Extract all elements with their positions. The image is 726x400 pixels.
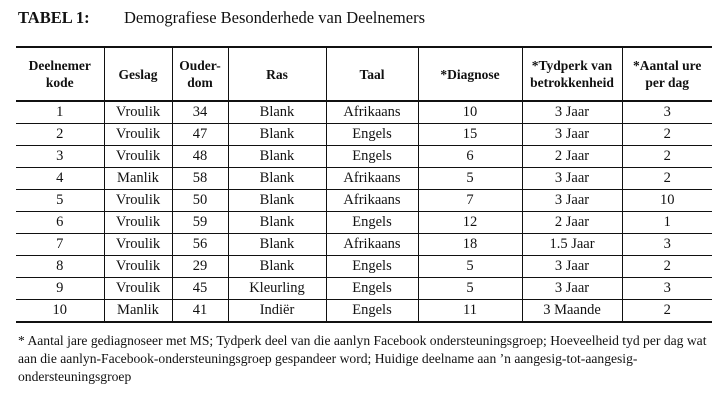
cell-language: Afrikaans	[326, 190, 418, 212]
cell-language: Engels	[326, 300, 418, 323]
cell-involvement-period: 3 Jaar	[522, 278, 622, 300]
cell-participant-code: 5	[16, 190, 104, 212]
cell-age: 41	[172, 300, 228, 323]
cell-language: Afrikaans	[326, 101, 418, 124]
cell-participant-code: 4	[16, 168, 104, 190]
cell-gender: Manlik	[104, 300, 172, 323]
table-row	[16, 146, 712, 168]
cell-gender: Vroulik	[104, 256, 172, 278]
cell-participant-code: 7	[16, 234, 104, 256]
header-involvement-period: *Tydperk van betrokkenheid	[522, 47, 622, 101]
table-row	[16, 101, 712, 124]
cell-gender: Vroulik	[104, 146, 172, 168]
cell-diagnosis: 15	[418, 124, 522, 146]
cell-hours-per-day: 1	[622, 212, 712, 234]
table-footnote: * Aantal jare gediagnoseer met MS; Tydperk deel van die aanlyn Facebook ondersteuningsgroep; Hoeveelheid tyd per dag wat aan die aanlyn-Facebook-ondersteuningsgroep gespandeer word; Huidige deelname aan ’n aangesig-tot-aangesig-ondersteuningsgroep	[18, 333, 707, 384]
cell-race: Indiër	[228, 300, 326, 323]
cell-involvement-period: 1.5 Jaar	[522, 234, 622, 256]
participants-table	[16, 46, 712, 323]
cell-participant-code: 1	[16, 101, 104, 124]
cell-involvement-period: 3 Jaar	[522, 256, 622, 278]
cell-diagnosis: 6	[418, 146, 522, 168]
cell-gender: Vroulik	[104, 278, 172, 300]
cell-hours-per-day: 2	[622, 146, 712, 168]
cell-race: Blank	[228, 190, 326, 212]
table-row	[16, 190, 712, 212]
cell-gender: Vroulik	[104, 234, 172, 256]
cell-participant-code: 3	[16, 146, 104, 168]
cell-race: Blank	[228, 256, 326, 278]
cell-involvement-period: 2 Jaar	[522, 146, 622, 168]
table-row	[16, 234, 712, 256]
table-row	[16, 278, 712, 300]
table-row	[16, 256, 712, 278]
cell-age: 58	[172, 168, 228, 190]
cell-age: 45	[172, 278, 228, 300]
cell-language: Engels	[326, 278, 418, 300]
header-gender: Geslag	[104, 47, 172, 101]
cell-gender: Vroulik	[104, 124, 172, 146]
cell-age: 34	[172, 101, 228, 124]
cell-hours-per-day: 3	[622, 101, 712, 124]
cell-involvement-period: 3 Jaar	[522, 190, 622, 212]
cell-race: Blank	[228, 212, 326, 234]
cell-hours-per-day: 2	[622, 300, 712, 323]
cell-diagnosis: 5	[418, 256, 522, 278]
header-race: Ras	[228, 47, 326, 101]
cell-race: Blank	[228, 124, 326, 146]
cell-hours-per-day: 2	[622, 168, 712, 190]
table-row	[16, 300, 712, 323]
cell-age: 50	[172, 190, 228, 212]
cell-language: Afrikaans	[326, 168, 418, 190]
header-language: Taal	[326, 47, 418, 101]
cell-hours-per-day: 2	[622, 124, 712, 146]
header-age: Ouder- dom	[172, 47, 228, 101]
cell-diagnosis: 5	[418, 168, 522, 190]
cell-language: Engels	[326, 146, 418, 168]
cell-diagnosis: 7	[418, 190, 522, 212]
table-body	[16, 101, 712, 322]
cell-gender: Vroulik	[104, 190, 172, 212]
cell-age: 56	[172, 234, 228, 256]
cell-race: Blank	[228, 234, 326, 256]
table-caption	[18, 8, 425, 28]
cell-race: Blank	[228, 101, 326, 124]
cell-race: Kleurling	[228, 278, 326, 300]
table-label: TABEL 1:	[18, 8, 90, 27]
cell-language: Engels	[326, 124, 418, 146]
cell-gender: Vroulik	[104, 212, 172, 234]
cell-gender: Vroulik	[104, 101, 172, 124]
cell-hours-per-day: 3	[622, 278, 712, 300]
cell-participant-code: 10	[52, 302, 67, 318]
cell-involvement-period: 3 Jaar	[522, 168, 622, 190]
header-diagnosis: *Diagnose	[418, 47, 522, 101]
cell-language: Engels	[326, 212, 418, 234]
table-row	[16, 212, 712, 234]
cell-hours-per-day: 3	[622, 234, 712, 256]
cell-diagnosis: 10	[418, 101, 522, 124]
cell-involvement-period: 2 Jaar	[522, 212, 622, 234]
cell-diagnosis: 12	[418, 212, 522, 234]
cell-race: Blank	[228, 168, 326, 190]
cell-participant-code: 2	[16, 124, 104, 146]
cell-hours-per-day: 10	[622, 190, 712, 212]
cell-gender: Manlik	[104, 168, 172, 190]
cell-participant-code: 9	[16, 278, 104, 300]
cell-age: 59	[172, 212, 228, 234]
cell-participant-code: 8	[16, 256, 104, 278]
cell-language: Afrikaans	[326, 234, 418, 256]
table-row	[16, 124, 712, 146]
cell-age: 29	[172, 256, 228, 278]
cell-diagnosis: 18	[418, 234, 522, 256]
cell-involvement-period: 3 Maande	[522, 300, 622, 323]
cell-involvement-period: 3 Jaar	[522, 101, 622, 124]
cell-language: Engels	[326, 256, 418, 278]
cell-diagnosis: 5	[418, 278, 522, 300]
cell-involvement-period: 3 Jaar	[522, 124, 622, 146]
table-row	[16, 168, 712, 190]
header-participant-code: Deelnemer kode	[16, 47, 104, 101]
header-row	[16, 47, 712, 101]
table-title: Demografiese Besonderhede van Deelnemers	[124, 8, 425, 27]
header-hours-per-day: *Aantal ure per dag	[622, 47, 712, 101]
cell-race: Blank	[228, 146, 326, 168]
cell-hours-per-day: 2	[622, 256, 712, 278]
cell-participant-code: 6	[16, 212, 104, 234]
cell-age: 48	[172, 146, 228, 168]
cell-age: 47	[172, 124, 228, 146]
cell-diagnosis: 11	[418, 300, 522, 323]
